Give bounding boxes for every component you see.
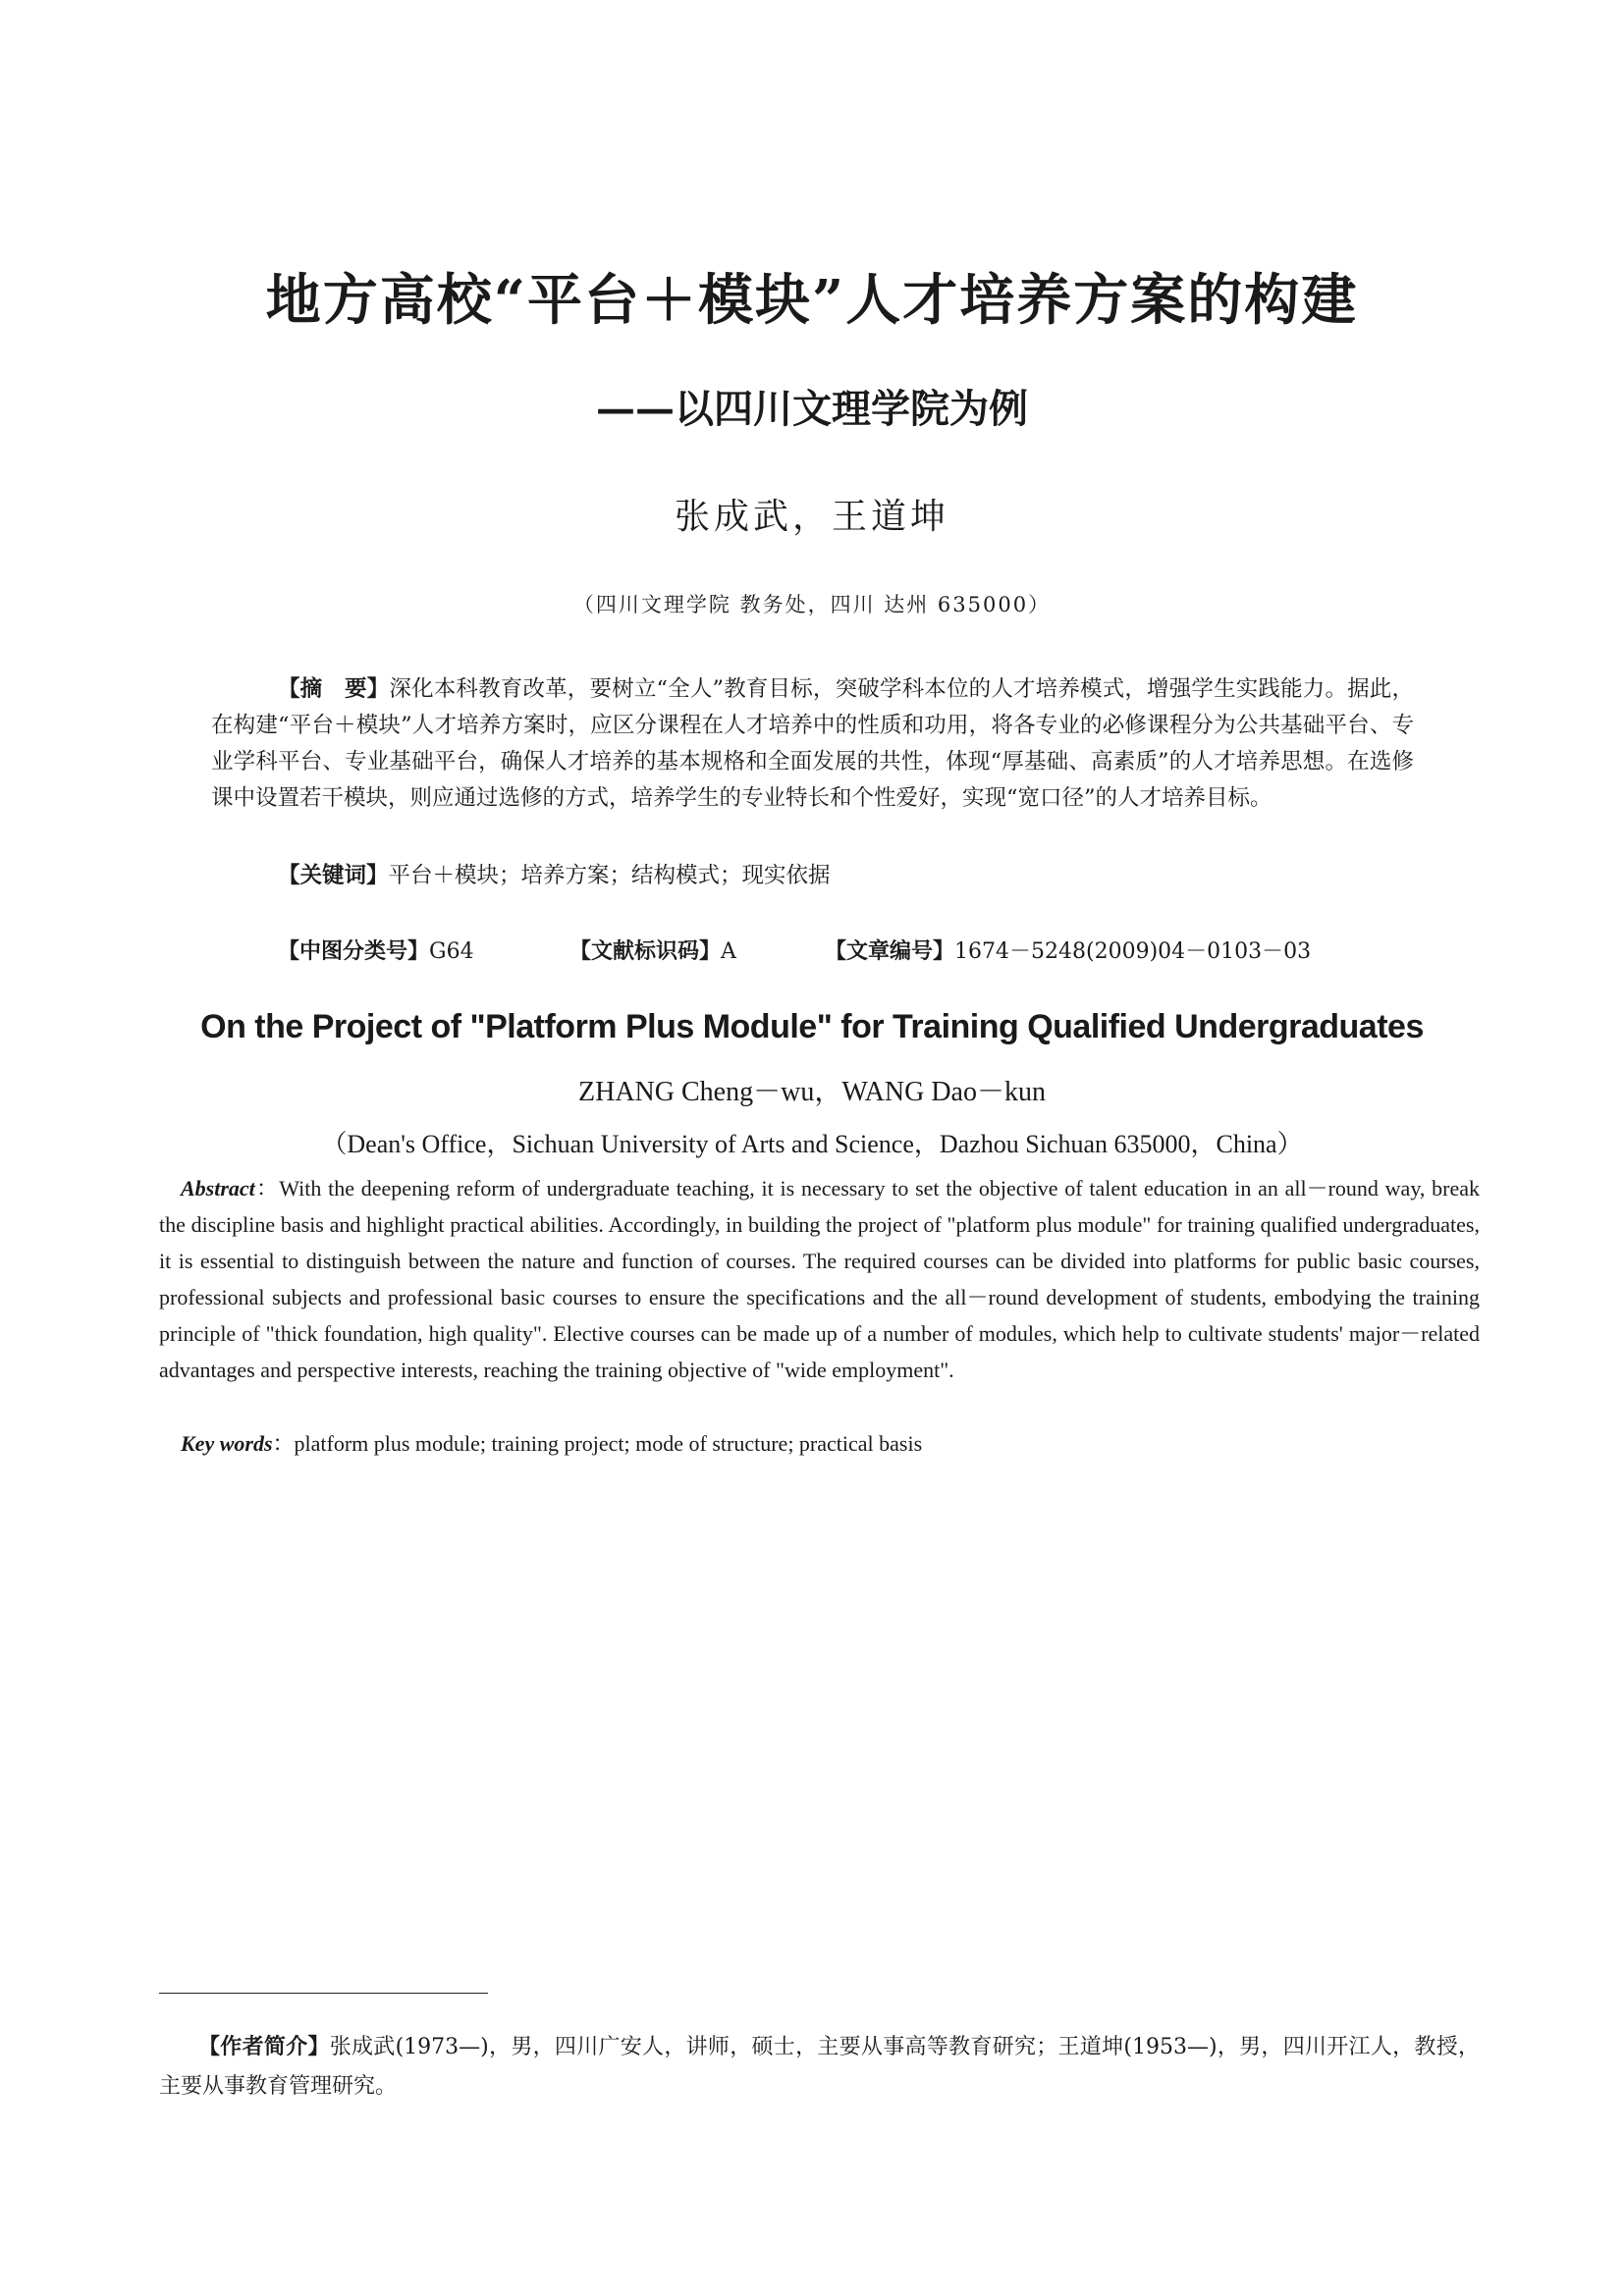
document-code-value: A	[721, 939, 736, 964]
abstract-en-text: ：With the deepening reform of undergraduate teaching, it is necessary to set the objective of talent education in an all－round way, break the discipline basis and highlight practical abilities. Accordingly, in building the project of "platform plus module" for training qualified undergraduates, it is essential to distinguish between the nature and function of courses. The required courses can be divided into platforms for public basic courses, professional subjects and professional basic courses to ensure the specifications and the all－round development of students, embodying the training principle of "thick foundation, high quality". Elective courses can be made up of a number of modules, which help to cultivate students' major－related advantages and perspective interests, reaching the training objective of "wide employment".	[159, 1176, 1480, 1382]
author-footnote	[159, 2028, 1480, 2107]
abstract-english	[159, 1170, 1480, 1388]
abstract-label: 【摘 要】	[278, 676, 390, 702]
paper-title: 地方高校“平台＋模块”人才培养方案的构建	[265, 268, 1359, 333]
clc-value: G64	[429, 939, 474, 964]
keywords-en-label: Key words	[181, 1431, 273, 1456]
article-id-value: 1674－5248(2009)04－0103－03	[954, 939, 1312, 964]
keywords-label: 【关键词】	[278, 863, 389, 888]
keywords-text: 平台＋模块；培养方案；结构模式；现实依据	[388, 863, 831, 888]
english-title: On the Project of "Platform Plus Module" for Training Qualified Undergraduates	[200, 1008, 1424, 1045]
author-list: 张成武，王道坤	[674, 497, 949, 537]
article-id	[825, 934, 1311, 965]
document-code	[569, 934, 736, 965]
author-affiliation: （四川文理学院 教务处，四川 达州 635000）	[572, 593, 1052, 616]
keywords-english	[181, 1425, 1477, 1462]
keywords-chinese	[278, 858, 1417, 894]
footnote-divider	[159, 1993, 488, 1994]
english-authors: ZHANG Cheng－wu，WANG Dao－kun	[578, 1077, 1046, 1107]
footnote-text: 张成武(1973—)，男，四川广安人，讲师，硕士，主要从事高等教育研究；王道坤(1953—)，男，四川开江人，教授，主要从事教育管理研究。	[159, 2035, 1480, 2099]
english-affiliation: （Dean's Office，Sichuan University of Arts and Science，Dazhou Sichuan 635000，China）	[321, 1130, 1303, 1158]
clc-label: 【中图分类号】	[278, 939, 430, 964]
paper-subtitle: ——以四川文理学院为例	[596, 386, 1028, 432]
clc-number	[278, 934, 474, 965]
abstract-text: 深化本科教育改革，要树立“全人”教育目标，突破学科本位的人才培养模式，增强学生实践能力。据此，在构建“平台＋模块”人才培养方案时，应区分课程在人才培养中的性质和功用，将各专业的必修课程分为公共基础平台、专业学科平台、专业基础平台，确保人才培养的基本规格和全面发展的共性，体现“厚基础、高素质”的人才培养思想。在选修课中设置若干模块，则应通过选修的方式，培养学生的专业特长和个性爱好，实现“宽口径”的人才培养目标。	[211, 676, 1414, 811]
abstract-en-label: Abstract	[181, 1176, 255, 1201]
abstract-chinese	[211, 671, 1414, 817]
footnote-label: 【作者简介】	[198, 2035, 330, 2059]
article-id-label: 【文章编号】	[825, 939, 955, 964]
document-code-label: 【文献标识码】	[569, 939, 722, 964]
keywords-en-text: ：platform plus module; training project; mode of structure; practical basis	[272, 1431, 923, 1456]
